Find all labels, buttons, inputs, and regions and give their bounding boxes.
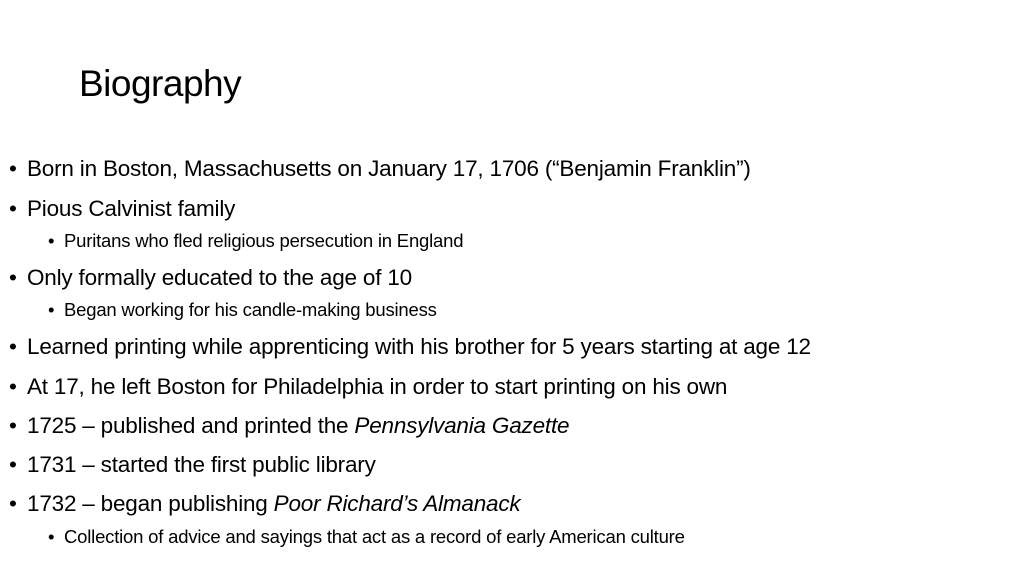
- bullet-text: Collection of advice and sayings that act as a record of early American culture: [64, 526, 685, 547]
- bullet-marker: •: [9, 413, 17, 438]
- publication-title: Pennsylvania Gazette: [354, 413, 570, 438]
- bullet-item: [9, 372, 727, 402]
- bullet-text: Puritans who fled religious persecution in England: [64, 230, 464, 251]
- bullet-marker: •: [9, 265, 17, 290]
- bullet-item: [9, 154, 751, 184]
- bullet-marker: •: [48, 526, 55, 547]
- sub-bullet-item: [48, 524, 685, 550]
- bullet-item: [9, 332, 811, 362]
- bullet-item: [9, 450, 376, 480]
- bullet-item: [9, 194, 235, 224]
- bullet-text: 1731 – started the first public library: [27, 452, 376, 477]
- publication-title: Poor Richard’s Almanack: [273, 491, 521, 516]
- bullet-text: Only formally educated to the age of 10: [27, 265, 412, 290]
- bullet-marker: •: [9, 374, 17, 399]
- bullet-text: Born in Boston, Massachusetts on January 17, 1706 (“Benjamin Franklin”): [27, 156, 751, 181]
- bullet-text: Began working for his candle-making business: [64, 299, 437, 320]
- sub-bullet-item: [48, 228, 463, 254]
- slide-title: Biography: [79, 63, 242, 104]
- bullet-text: Learned printing while apprenticing with his brother for 5 years starting at age 12: [27, 334, 811, 359]
- bullet-marker: •: [9, 196, 17, 221]
- bullet-marker: •: [48, 230, 55, 251]
- bullet-text: Pious Calvinist family: [27, 196, 236, 221]
- bullet-text: 1725 – published and printed the: [27, 413, 355, 438]
- bullet-marker: •: [9, 334, 17, 359]
- bullet-item: [9, 489, 520, 519]
- bullet-marker: •: [9, 452, 17, 477]
- bullet-marker: •: [9, 156, 17, 181]
- bullet-item: [9, 411, 569, 441]
- sub-bullet-item: [48, 297, 437, 323]
- bullet-marker: •: [48, 299, 55, 320]
- bullet-item: [9, 263, 412, 293]
- bullet-text: At 17, he left Boston for Philadelphia in order to start printing on his own: [27, 374, 728, 399]
- bullet-marker: •: [9, 491, 17, 516]
- bullet-text: 1732 – began publishing: [27, 491, 274, 516]
